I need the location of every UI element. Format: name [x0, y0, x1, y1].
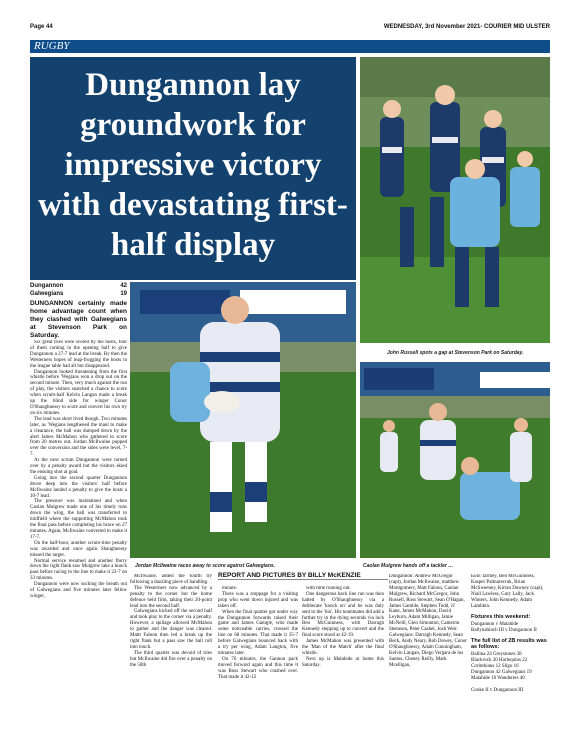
article-column-1: Six great tries were scored by the hosts, four of them coming in the opening half to give Dungannon a 27-7 lead at the break. By then the Westerners hopes of leap-frogging the hosts in the league table had all but disappeared. Dungannon looked threatening from the first whistle before 'Wegians won a drop out on the second minute. Then, very much against the run of play, the visitors snatched a chance to score when scrum-half Kelvin Langan made a break up the blind side for winger Conor O'Shaughnessy to score and convert his own try on six minutes. The lead was short lived though. Two minutes later, as 'Wegians lengthened the maul to make a clearance, the ball was dumped down by the alert James McMahon who gathered to score from 20 metres out. Jordan McIlwaine popped over the conversion and the sides were level, 7-7. At the next scrum Dungannon were turned over by a penalty award but the visitors skied the ensuing shot at goal. Going into the second quarter Dungannon drove deep into the visitors' half before McIlwaine landed a penalty to give the hosts a 10-7 lead. The pressure was maintained and when Caolan Mulgrew made one of his timely runs down the wing, the ball was transferred to midfield where the supporting McMahon took the final pass before completing his brace on 27 minutes. Again, McIlwaine converted to make it 17-7. On the half-hour, another scrum-time penalty was awarded and once again Shaughnessy missed the target. Normal service resumed and another flurry down the right flank saw Mulgrew take a knock pass before racing to the line to make it 22-7 on 33 minutes. Dungannon were now sucking the breath out of Galwegians and five minutes later fellow winger, [30, 340, 127, 599]
rugby-lineout-image [360, 57, 550, 343]
result-item: Ballina 24 Greystones 38 [471, 652, 522, 657]
photo-bottom-right [360, 362, 550, 558]
photo-top-right [360, 57, 550, 343]
score-row: Dungannon 42 [30, 283, 127, 289]
result-item: Blackrock 20 Harlequins 22 [471, 658, 528, 663]
lineups-column: Dungannon: Andrew McGregor (capt), Jordan McIlwaine, matthew Montgomery, Matt Faloon, Caolan Mulgrew, Richard McGregor, John Russell, Ross Stewart, Sean O'Hagan, James Gamble, Stephen Todd, JJ Kane, James McMahon, David Leyburn, Adam Milligan, Jamie McNeill, Glen Simonton, Cameron Steenson, Peter Cashel, Josh Weir. Galwegians: Darragh Kennedy, Sean Beck, Andy Neary, Rob Dowey, Conor O'Shaughnessy, Adam Cunningham, Kelvin Langan, Diego Vergara de los Santos, Cheney Reilly, Mark Mcelligan, [389, 574, 467, 668]
fixture-item: Dungannon v Malahide [471, 622, 519, 627]
page-header [0, 0, 580, 36]
article-column-4: with time running out. One dangerous back line run was then halted by O'Shaughnessy via a deliberate 'knock on' and he was duly sent to the 'bin'. His teammates did add a further try in the dying seconds via lock Ben McGuinness, with Darragh Kennedy stepping up to convert and the final score stood at 42-19. James McMahon was presented with the 'Man of the Match' after the final whistle. Next up is Malahide at home this Saturday. [302, 586, 384, 668]
scoreline [30, 282, 127, 298]
results-title: The full list of 2B results was as follows: [471, 638, 547, 650]
fixture-item: Ballynahinch III v Dungannon II [471, 628, 537, 633]
section-label: RUGBY [30, 40, 550, 53]
headline: Dungannon lay groundwork for impressive victory with devastating first-half display [38, 67, 348, 263]
headline-box [30, 57, 356, 280]
article-column-3: minute. There was a stoppage for a visiting prop who went down injured and was taken off. When the final quarter got under way the Dungannon forwards raised their game and James Gamgle, who made some noticeable carries, crossed the line on 68 minutes. That made it 35-7 before Galwegians bounced back with a try per wing, Adam Langton, five minutes later. On 76 minutes, the Gannon pack moved forward again and this time it was Ross Stewart who crashed over. That made it 42-12 [218, 586, 298, 680]
result-item: Malahide 10 Wanderers 40 [471, 676, 525, 681]
photo-bottom-left [130, 282, 356, 558]
fixtures-column: Eoin Tarmey, Ben McGuinness, Kasper Palmarecruk, Brian McSweeney, Kirran Downey (capt), Niall Lawless, Gary Lally, Jack Winters, John Kennedy, Adam Lambkin. Fixtures this weekend: Dungannon v Malahide Ballynahinch III v Dungannon II The full list of 2B results was as follows: Ballina 24 Greystones 38 Blackrock 20 Harlequins 22 Corinthians 12 Sligo 16 Dungannon 42 Galwegians 19 Malahide 10 Wanderers 40 Cooke II v Dungannon III [471, 574, 550, 732]
rugby-handoff-image [360, 362, 550, 558]
article-column-2: McIlwaine, added the fourth try following a dazzling piece of handling. The Westerners now advanced by a penalty to the corner but the home defence held firm, taking their 20-point lead into the second half. Galwegians kicked off the second half and took play to the corner via a penalty. However, a spillage allowed McMahon to gather and the danger was cleared. Mattt Faloon then led a break up the right flank but a pass saw the ball roll into touch. The third quarter was devoid of tries but McIlwaine did fire over a penalty on the 50th [130, 574, 212, 668]
article-intro: DUNGANNON certainly made home advantage count when they clashed with Galwegians at Stevenson Park on Saturday. [30, 300, 127, 339]
caption-bottom-right: Caolan Mulgrew hands off a tackler … [363, 563, 454, 569]
score-row: Galwegians 19 [30, 291, 127, 297]
fixtures-title: Fixtures this weekend: [471, 614, 531, 620]
result-item: Dungannon 42 Galwegians 19 [471, 670, 532, 675]
result-item: Corinthians 12 Sligo 16 [471, 664, 519, 669]
page-date: WEDNESDAY, 3rd November 2021- COURIER MID ULSTER [383, 24, 550, 30]
caption-top-right: John Russell spots a gap at Stevenson Park on Saturday. [387, 350, 524, 356]
result-item: Cooke II v Dungannon III [471, 688, 524, 693]
byline: REPORT AND PICTURES BY BILLY McKENZIE [218, 572, 388, 580]
caption-bottom-left: Jordan McIlwaine races away to score against Galwegians. [135, 563, 276, 569]
page-number: Page 44 [30, 24, 53, 30]
rugby-runner-image [130, 282, 356, 558]
